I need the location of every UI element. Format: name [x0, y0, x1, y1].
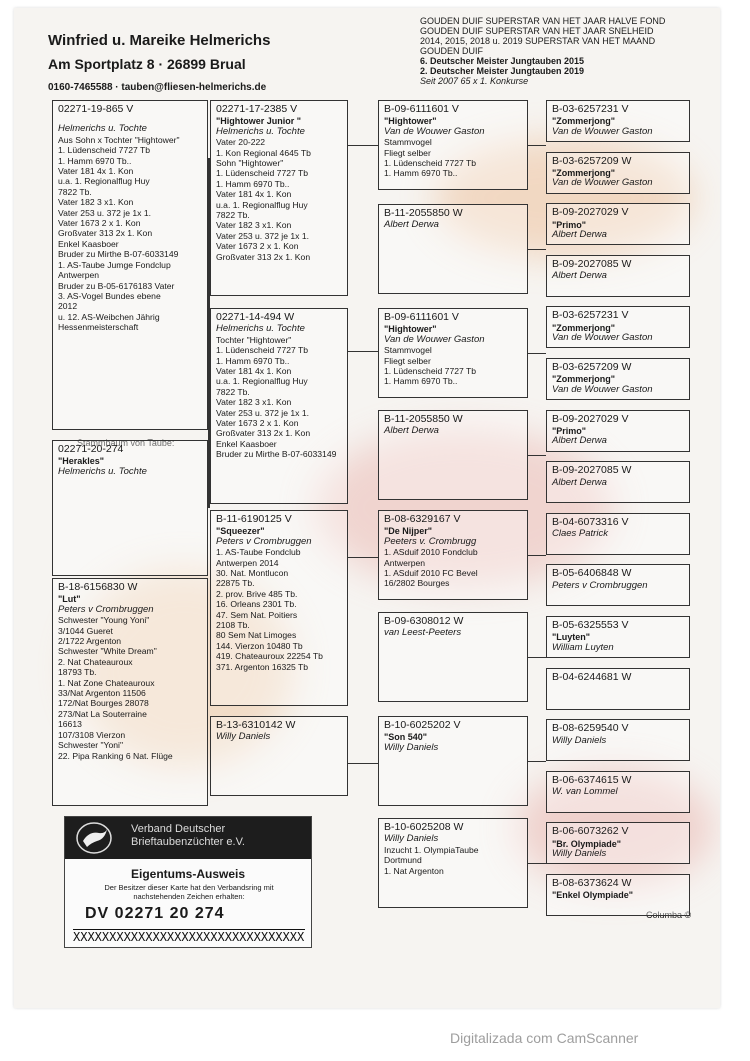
breeder-name: Van de Wouwer Gaston: [552, 332, 653, 344]
grandparent-pigeon-box: [378, 410, 528, 500]
pigeon-name: "Enkel Olympiade": [552, 890, 634, 901]
breeder-name: Willy Daniels: [384, 741, 439, 753]
ring-number: B-06-6073262 V: [552, 825, 629, 838]
performance-line: Inzucht 1. OlympiaTaube: [384, 844, 479, 855]
breeder-name: Albert Derwa: [384, 219, 439, 231]
connector-line: [528, 145, 546, 146]
pedigree-sheet: [14, 8, 720, 1008]
owner-name: Winfried u. Mareike Helmerichs: [48, 32, 271, 49]
ring-number: B-05-6325553 V: [552, 619, 629, 631]
performance-line: Vater 253 u. 372 je 1x 1.: [216, 407, 310, 418]
performance-line: Vater 1673 2 x 1. Kon: [216, 241, 299, 252]
grandparent-pigeon-box: [378, 818, 528, 908]
pigeon-name: "Squeezer": [216, 526, 265, 537]
ring-number: B-10-6025202 V: [384, 719, 461, 731]
performance-line: 80 Sem Nat Limoges: [216, 630, 297, 641]
performance-line: 30. Nat. Montlucon: [216, 568, 289, 579]
ring-number: B-04-6073316 V: [552, 515, 629, 528]
performance-line: Vater 20-222: [216, 137, 266, 148]
performance-line: u.a. 1. Regionalflug Huy: [216, 376, 308, 387]
performance-line: 273/Nat La Souterraine: [58, 708, 147, 719]
performance-line: u.a. 1. Regionalflug Huy: [58, 176, 150, 187]
card-header: [65, 817, 311, 859]
performance-line: 172/Nat Bourges 28078: [58, 698, 149, 709]
ring-number: 02271-17-2385 V: [216, 103, 298, 115]
connector-line: [348, 557, 378, 558]
performance-line: 1. AS-Taube Jumge Fondclup: [58, 259, 171, 270]
ring-number: B-08-6259540 V: [552, 722, 629, 735]
performance-line: Großvater 313 2x 1. Kon: [216, 251, 311, 262]
breeder-name: Peters v Crombruggen: [58, 603, 154, 615]
great-grandparent-pigeon-box: [546, 410, 690, 452]
connector-line: [528, 455, 546, 456]
great-grandparent-pigeon-box: [546, 358, 690, 400]
performance-line: Bruder zu B-05-6176183 Vater: [58, 280, 175, 291]
performance-line: 1. Kon Regional 4645 Tb: [216, 147, 311, 158]
performance-line: 1. ASduif 2010 FC Bevel: [384, 568, 478, 579]
card-description: Der Besitzer dieser Karte hat den Verbandsring mit nachstehenden Zeichen erhalten:: [104, 883, 274, 901]
pigeon-name: "Herakles": [58, 456, 105, 467]
achievement-line: GOUDEN DUIF SUPERSTAR VAN HET JAAR HALVE FOND: [420, 16, 666, 26]
ring-number: B-13-6310142 W: [216, 719, 296, 731]
performance-line: Dortmund: [384, 855, 422, 866]
ring-number: B-18-6156830 W: [58, 581, 138, 593]
performance-line: 1. Hamm 6970 Tb..: [384, 376, 458, 387]
breeder-name: Peters v Crombruggen: [552, 579, 648, 591]
pigeon-name: "De Nijper": [384, 526, 433, 537]
connector-line: [528, 863, 546, 864]
pigeon-name: "Hightower": [384, 116, 437, 127]
breeder-name: Albert Derwa: [552, 476, 607, 488]
ring-number: B-09-2027085 W: [552, 464, 632, 477]
ownership-card: [64, 816, 312, 948]
pigeon-name: "Lut": [58, 594, 81, 605]
performance-line: 7822 Tb.: [216, 210, 250, 221]
performance-line: Antwerpen: [384, 557, 426, 568]
pigeon-name: "Luyten": [552, 632, 591, 643]
achievement-line: Seit 2007 65 x 1. Konkurse: [420, 76, 529, 86]
ring-number: B-03-6257231 V: [552, 103, 629, 115]
performance-line: 1. AS-Taube Fondclub: [216, 547, 301, 558]
ring-number: B-09-2027029 V: [552, 206, 629, 219]
performance-line: Vater 181 4x 1. Kon: [58, 166, 134, 177]
performance-line: 1. Lüdenscheid 7727 Tb: [216, 345, 309, 356]
ring-number: B-09-6308012 W: [384, 615, 464, 627]
performance-line: Vater 181 4x 1. Kon: [216, 366, 292, 377]
performance-line: 22875 Tb.: [216, 578, 255, 589]
grandparent-pigeon-box: [378, 204, 528, 294]
performance-line: Vater 182 3 x1. Kon: [216, 397, 292, 408]
achievement-line: 2014, 2015, 2018 u. 2019 SUPERSTAR VAN HET MAAND: [420, 36, 656, 46]
performance-line: u. 12. AS-Weibchen Jährig: [58, 311, 160, 322]
pigeon-name: "Zommerjong": [552, 374, 616, 385]
pigeon-name: "Primo": [552, 426, 587, 436]
pigeon-name: "Br. Olympiade": [552, 838, 622, 849]
breeder-name: Albert Derwa: [552, 229, 607, 240]
great-grandparent-pigeon-box: [546, 100, 690, 142]
breeder-name: Albert Derwa: [552, 435, 607, 447]
pigeon-name: "Zommerjong": [552, 116, 616, 127]
sister-pigeon-box: [52, 578, 208, 806]
performance-line: Schwester "Yoni": [58, 740, 124, 751]
great-grandparent-pigeon-box: [546, 152, 690, 194]
performance-line: Fliegt selber: [384, 355, 431, 366]
breeder-name: William Luyten: [552, 641, 614, 653]
ring-number: B-03-6257209 W: [552, 361, 632, 373]
breeder-name: Helmerichs u. Tochte: [216, 125, 305, 137]
ring-number: 02271-19-865 V: [58, 103, 134, 115]
breeder-name: Peeters v. Crombrugg: [384, 535, 477, 547]
ring-number: B-09-2027029 V: [552, 412, 629, 425]
performance-line: 1. Lüdenscheid 7727 Tb: [384, 158, 477, 169]
connector-line: [208, 158, 210, 508]
performance-line: Vater 182 3 x1. Kon: [216, 220, 292, 231]
ring-number: B-09-6111601 V: [384, 311, 459, 323]
performance-line: Antwerpen: [58, 270, 100, 281]
performance-line: 3. AS-Vogel Bundes ebene: [58, 290, 161, 301]
card-pattern: XXXXXXXXXXXXXXXXXXXXXXXXXXXXXXXX: [73, 930, 305, 943]
performance-line: Stammvogel: [384, 345, 432, 356]
performance-line: 16. Orleans 2301 Tb.: [216, 599, 297, 610]
ring-number: 02271-20-274: [58, 443, 124, 455]
performance-line: Bruder zu Mirthe B-07-6033149: [58, 249, 179, 260]
performance-line: 2. Nat Chateauroux: [58, 656, 133, 667]
connector-line: [528, 353, 546, 354]
ring-number: B-03-6257231 V: [552, 309, 629, 322]
parent-pigeon-box: [210, 716, 348, 796]
pigeon-name: "Primo": [552, 219, 587, 230]
achievement-line: 2. Deutscher Meister Jungtauben 2019: [420, 66, 585, 76]
performance-line: Vater 182 3 x1. Kon: [58, 197, 134, 208]
performance-line: 1. Hamm 6970 Tb..: [216, 355, 290, 366]
performance-line: Aus Sohn x Tochter "Hightower": [58, 134, 180, 145]
performance-line: 144. Vierzon 10480 Tb: [216, 640, 303, 651]
performance-line: u.a. 1. Regionalflug Huy: [216, 199, 308, 210]
performance-line: 371. Argenton 16325 Tb: [216, 661, 309, 672]
great-grandparent-pigeon-box: [546, 771, 690, 813]
performance-line: 2108 Tb.: [216, 620, 250, 631]
performance-line: Bruder zu Mirthe B-07-6033149: [216, 449, 337, 460]
performance-line: 3/1044 Gueret: [58, 625, 113, 636]
ring-number: B-08-6373624 W: [552, 877, 632, 889]
ring-number: B-10-6025208 W: [384, 821, 464, 833]
performance-line: Stammvogel: [384, 137, 432, 148]
performance-line: 2/1722 Argenton: [58, 636, 122, 647]
performance-line: Sohn "Hightower": [216, 158, 284, 169]
grandparent-pigeon-box: [378, 612, 528, 702]
performance-line: 16/2802 Bourges: [384, 578, 450, 589]
breeder-name: Helmerichs u. Tochte: [216, 323, 305, 335]
performance-line: 7822 Tb.: [216, 386, 250, 397]
ring-number: B-03-6257209 W: [552, 154, 632, 167]
grandparent-pigeon-box: [378, 308, 528, 398]
breeder-name: Van de Wouwer Gaston: [384, 333, 485, 345]
ring-number: B-08-6329167 V: [384, 513, 461, 525]
ring-number: DV 02271 20 274: [85, 905, 225, 922]
ring-number: B-06-6374615 W: [552, 773, 632, 786]
grandparent-pigeon-box: [378, 510, 528, 600]
pigeon-name: "Hightower": [384, 324, 437, 335]
great-grandparent-pigeon-box: [546, 513, 690, 555]
pedigree-label: Stammbaum von Taube:: [74, 438, 177, 448]
connector-line: [528, 555, 546, 556]
breeder-name: Van de Wouwer Gaston: [384, 125, 485, 137]
scanner-watermark: Digitalizada com CamScanner: [450, 1030, 639, 1046]
great-grandparent-pigeon-box: [546, 822, 690, 864]
great-grandparent-pigeon-box: [546, 203, 690, 245]
credit: Columba ©: [646, 910, 692, 920]
performance-line: 47. Sem Nat. Poitiers: [216, 609, 298, 620]
dove-logo-icon: [75, 821, 113, 855]
parent-pigeon-box: [210, 100, 348, 296]
performance-line: Vater 181 4x 1. Kon: [216, 189, 292, 200]
breeder-name: Van de Wouwer Gaston: [552, 177, 653, 189]
great-grandparent-pigeon-box: [546, 306, 690, 348]
achievement-line: GOUDEN DUIF SUPERSTAR VAN HET JAAR SNELHEID: [420, 26, 654, 36]
owner-address: Am Sportplatz 8 · 26899 Brual: [48, 56, 246, 72]
connector-line: [528, 249, 546, 250]
performance-line: 22. Pipa Ranking 6 Nat. Flüge: [58, 750, 173, 761]
performance-line: 18793 Tb.: [58, 667, 97, 678]
owner-contact: 0160-7465588 · tauben@fliesen-helmerichs.de: [48, 82, 267, 93]
ring-number: B-04-6244681 W: [552, 670, 632, 683]
pigeon-name: "Son 540": [384, 732, 428, 743]
sibling-pigeon-box: [52, 440, 208, 576]
connector-line: [528, 657, 546, 658]
performance-line: Schwester "White Dream": [58, 646, 157, 657]
ring-number: B-05-6406848 W: [552, 567, 632, 580]
performance-line: Enkel Kaasboer: [216, 438, 277, 449]
performance-line: 16613: [58, 719, 82, 730]
breeder-name: Claes Patrick: [552, 528, 608, 540]
performance-line: 1. Hamm 6970 Tb..: [384, 168, 458, 179]
performance-line: 1. Hamm 6970 Tb..: [58, 155, 132, 166]
great-grandparent-pigeon-box: [546, 874, 690, 916]
pigeon-name: "Zommerjong": [552, 168, 616, 178]
breeder-name: Willy Daniels: [552, 848, 607, 860]
breeder-name: W. van Lommel: [552, 786, 618, 798]
performance-line: 1. ASduif 2010 Fondclub: [384, 547, 478, 558]
performance-line: 1. Hamm 6970 Tb..: [216, 178, 290, 189]
breeder-name: Peters v Crombruggen: [216, 535, 312, 547]
ring-number: 02271-14-494 W: [216, 311, 295, 323]
pigeon-name: "Hightower Junior ": [216, 116, 302, 127]
breeder-name: Willy Daniels: [384, 833, 439, 845]
card-org: [131, 823, 245, 849]
card-org-line: Brieftaubenzüchter e.V.: [131, 836, 245, 848]
performance-line: 33/Nat Argenton 11506: [58, 688, 146, 699]
performance-line: 1. Lüdenscheid 7727 Tb: [384, 366, 477, 377]
performance-line: Enkel Kaasboer: [58, 238, 119, 249]
breeder-name: Willy Daniels: [552, 734, 607, 746]
great-grandparent-pigeon-box: [546, 616, 690, 658]
grandparent-pigeon-box: [378, 716, 528, 806]
breeder-name: Van de Wouwer Gaston: [552, 383, 653, 395]
great-grandparent-pigeon-box: [546, 668, 690, 710]
subject-pigeon-box: [52, 100, 208, 430]
performance-line: Tochter "Hightower": [216, 334, 292, 345]
breeder-name: Albert Derwa: [384, 425, 439, 437]
connector-line: [348, 763, 378, 764]
performance-line: 1. Nat Zone Chateauroux: [58, 677, 155, 688]
performance-line: Großvater 313 2x 1. Kon: [58, 228, 153, 239]
achievement-line: 6. Deutscher Meister Jungtauben 2015: [420, 56, 585, 66]
performance-line: 7822 Tb.: [58, 186, 92, 197]
breeder-name: Van de Wouwer Gaston: [552, 125, 653, 137]
breeder-name: Willy Daniels: [216, 731, 271, 743]
breeder-name: Helmerichs u. Tochte: [58, 123, 147, 135]
great-grandparent-pigeon-box: [546, 461, 690, 503]
connector-line: [528, 761, 546, 762]
pigeon-name: "Zommerjong": [552, 322, 616, 333]
card-title: Eigentums-Ausweis: [130, 867, 246, 881]
achievements-block: [420, 16, 720, 86]
performance-line: Vater 1673 2 x 1. Kon: [216, 418, 299, 429]
ring-number: B-11-6190125 V: [216, 513, 292, 525]
performance-line: Fliegt selber: [384, 147, 431, 158]
breeder-name: van Leest-Peeters: [384, 627, 462, 639]
parent-pigeon-box: [210, 308, 348, 504]
great-grandparent-pigeon-box: [546, 255, 690, 297]
grandparent-pigeon-box: [378, 100, 528, 190]
performance-line: 1. Nat Argenton: [384, 865, 444, 876]
performance-line: Hessenmeisterschaft: [58, 322, 139, 333]
performance-line: 2012: [58, 301, 78, 312]
achievement-line: GOUDEN DUIF: [420, 46, 483, 56]
ring-number: B-09-6111601 V: [384, 103, 459, 115]
great-grandparent-pigeon-box: [546, 564, 690, 606]
ring-number: B-11-2055850 W: [384, 207, 463, 219]
performance-line: Großvater 313 2x 1. Kon: [216, 428, 311, 439]
performance-line: 2. prov. Brive 485 Tb.: [216, 588, 298, 599]
breeder-name: Albert Derwa: [552, 270, 607, 282]
performance-line: Vater 1673 2 x 1. Kon: [58, 218, 141, 229]
performance-line: Vater 253 u. 372 je 1x 1.: [216, 230, 310, 241]
connector-line: [348, 351, 378, 352]
performance-line: Antwerpen 2014: [216, 557, 279, 568]
performance-line: 419. Chateauroux 22254 Tb: [216, 651, 323, 662]
ring-number: B-11-2055850 W: [384, 413, 463, 425]
card-org-line: Verband Deutscher: [131, 823, 226, 835]
performance-line: Vater 253 u. 372 je 1x 1.: [58, 207, 152, 218]
connector-line: [348, 145, 378, 146]
performance-line: Schwester "Young Yoni": [58, 615, 150, 626]
performance-line: 1. Lüdenscheid 7727 Tb: [58, 145, 151, 156]
performance-line: 1. Lüdenscheid 7727 Tb: [216, 168, 309, 179]
ring-number: B-09-2027085 W: [552, 257, 632, 270]
parent-pigeon-box: [210, 510, 348, 706]
breeder-name: Helmerichs u. Tochte: [58, 465, 147, 477]
performance-line: 107/3108 Vierzon: [58, 729, 126, 740]
great-grandparent-pigeon-box: [546, 719, 690, 761]
